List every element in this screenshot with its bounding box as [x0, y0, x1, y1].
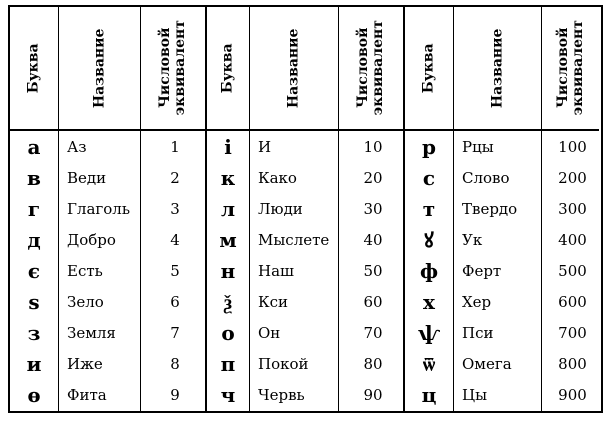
name-cell: Омега: [454, 349, 542, 380]
name-cell: Добро: [59, 224, 141, 255]
name-cell: Зело: [59, 287, 141, 318]
name-cell: Твердо: [454, 193, 542, 224]
header-letter-label: Буква: [420, 43, 437, 93]
header-name-2: [250, 7, 339, 131]
header-number-label: Числовой эквивалент: [355, 20, 386, 116]
value-cell: 90: [339, 380, 405, 411]
letter-cell: ц: [405, 380, 454, 411]
name-cell: Рцы: [454, 131, 542, 162]
value-cell: 400: [558, 230, 587, 249]
header-name-label: Название: [489, 28, 506, 108]
letter-cell: п: [207, 349, 250, 380]
name-cell: Хер: [454, 287, 542, 318]
letter-cell: х: [405, 287, 454, 318]
header-letter-3: [405, 7, 454, 131]
value-cell: 2: [141, 162, 207, 193]
name-cell: Ферт: [454, 255, 542, 286]
value-cell: 30: [339, 193, 405, 224]
value-cell: 3: [141, 193, 207, 224]
letter-cell: ѿ: [405, 349, 454, 380]
value-cell: 5: [141, 255, 207, 286]
value-cell: 9: [141, 380, 207, 411]
name-cell: Фита: [59, 380, 141, 411]
letter-cell: о: [207, 318, 250, 349]
name-cell: И: [250, 131, 339, 162]
value-cell: 900: [558, 386, 587, 405]
letter-cell: г: [10, 193, 59, 224]
value-cell: 600: [558, 293, 587, 312]
header-letter-1: [10, 7, 59, 131]
header-number-1: [141, 7, 207, 131]
letter-cell: ѳ: [10, 380, 59, 411]
value-cell: 1: [141, 131, 207, 162]
name-cell: Червь: [250, 380, 339, 411]
name-cell: Ук: [454, 224, 542, 255]
header-number-label: Числовой эквивалент: [554, 20, 586, 116]
value-cell: 70: [339, 318, 405, 349]
letter-cell: а: [10, 131, 59, 162]
letter-cell: є: [10, 255, 59, 286]
value-cell: 700: [558, 324, 587, 343]
header-name-label: Название: [91, 28, 108, 108]
letter-cell: ѕ: [10, 287, 59, 318]
value-cell: 4: [141, 224, 207, 255]
letter-cell: в: [10, 162, 59, 193]
header-number-label: Числовой эквивалент: [157, 20, 188, 116]
letter-cell: к: [207, 162, 250, 193]
letter-cell: л: [207, 193, 250, 224]
value-cell: 60: [339, 287, 405, 318]
letter-cell: ѱ: [405, 318, 454, 349]
name-cell: Пси: [454, 318, 542, 349]
name-cell: Есть: [59, 255, 141, 286]
header-letter-label: Буква: [25, 43, 42, 93]
letter-cell: ф: [405, 255, 454, 286]
letter-cell: т: [405, 193, 454, 224]
value-cell: 300: [558, 199, 587, 218]
value-cell: 80: [339, 349, 405, 380]
name-cell: Кси: [250, 287, 339, 318]
header-name-3: [454, 7, 542, 131]
value-cell: 200: [558, 168, 587, 187]
name-cell: Глаголь: [59, 193, 141, 224]
header-letter-2: [207, 7, 250, 131]
value-cell: 800: [558, 355, 587, 374]
letter-cell: ч: [207, 380, 250, 411]
name-cell: Цы: [454, 380, 542, 411]
name-cell: Он: [250, 318, 339, 349]
header-number-3: [542, 7, 599, 131]
name-cell: Земля: [59, 318, 141, 349]
numerals-table: [8, 5, 603, 413]
letter-cell: і: [207, 131, 250, 162]
value-cell: 50: [339, 255, 405, 286]
name-cell: Наш: [250, 255, 339, 286]
value-cell: 6: [141, 287, 207, 318]
value-cell: 7: [141, 318, 207, 349]
value-cell: 20: [339, 162, 405, 193]
letter-cell: м: [207, 224, 250, 255]
header-name-1: [59, 7, 141, 131]
letter-cell: р: [405, 131, 454, 162]
header-letter-label: Буква: [219, 43, 236, 93]
letter-cell: з: [10, 318, 59, 349]
letter-cell: с: [405, 162, 454, 193]
letter-cell: н: [207, 255, 250, 286]
letter-cell: ѯ: [207, 287, 250, 318]
value-cell: 10: [339, 131, 405, 162]
header-number-2: [339, 7, 405, 131]
name-cell: Аз: [59, 131, 141, 162]
name-cell: Веди: [59, 162, 141, 193]
name-cell: Како: [250, 162, 339, 193]
name-cell: Слово: [454, 162, 542, 193]
name-cell: Люди: [250, 193, 339, 224]
value-cell: 40: [339, 224, 405, 255]
header-name-label: Название: [285, 28, 302, 108]
name-cell: Иже: [59, 349, 141, 380]
value-cell: 500: [558, 261, 587, 280]
value-cell: 8: [141, 349, 207, 380]
letter-cell: ꙋ: [405, 224, 454, 255]
name-cell: Покой: [250, 349, 339, 380]
letter-cell: д: [10, 224, 59, 255]
letter-cell: и: [10, 349, 59, 380]
name-cell: Мыслете: [250, 224, 339, 255]
value-cell: 100: [558, 137, 587, 156]
